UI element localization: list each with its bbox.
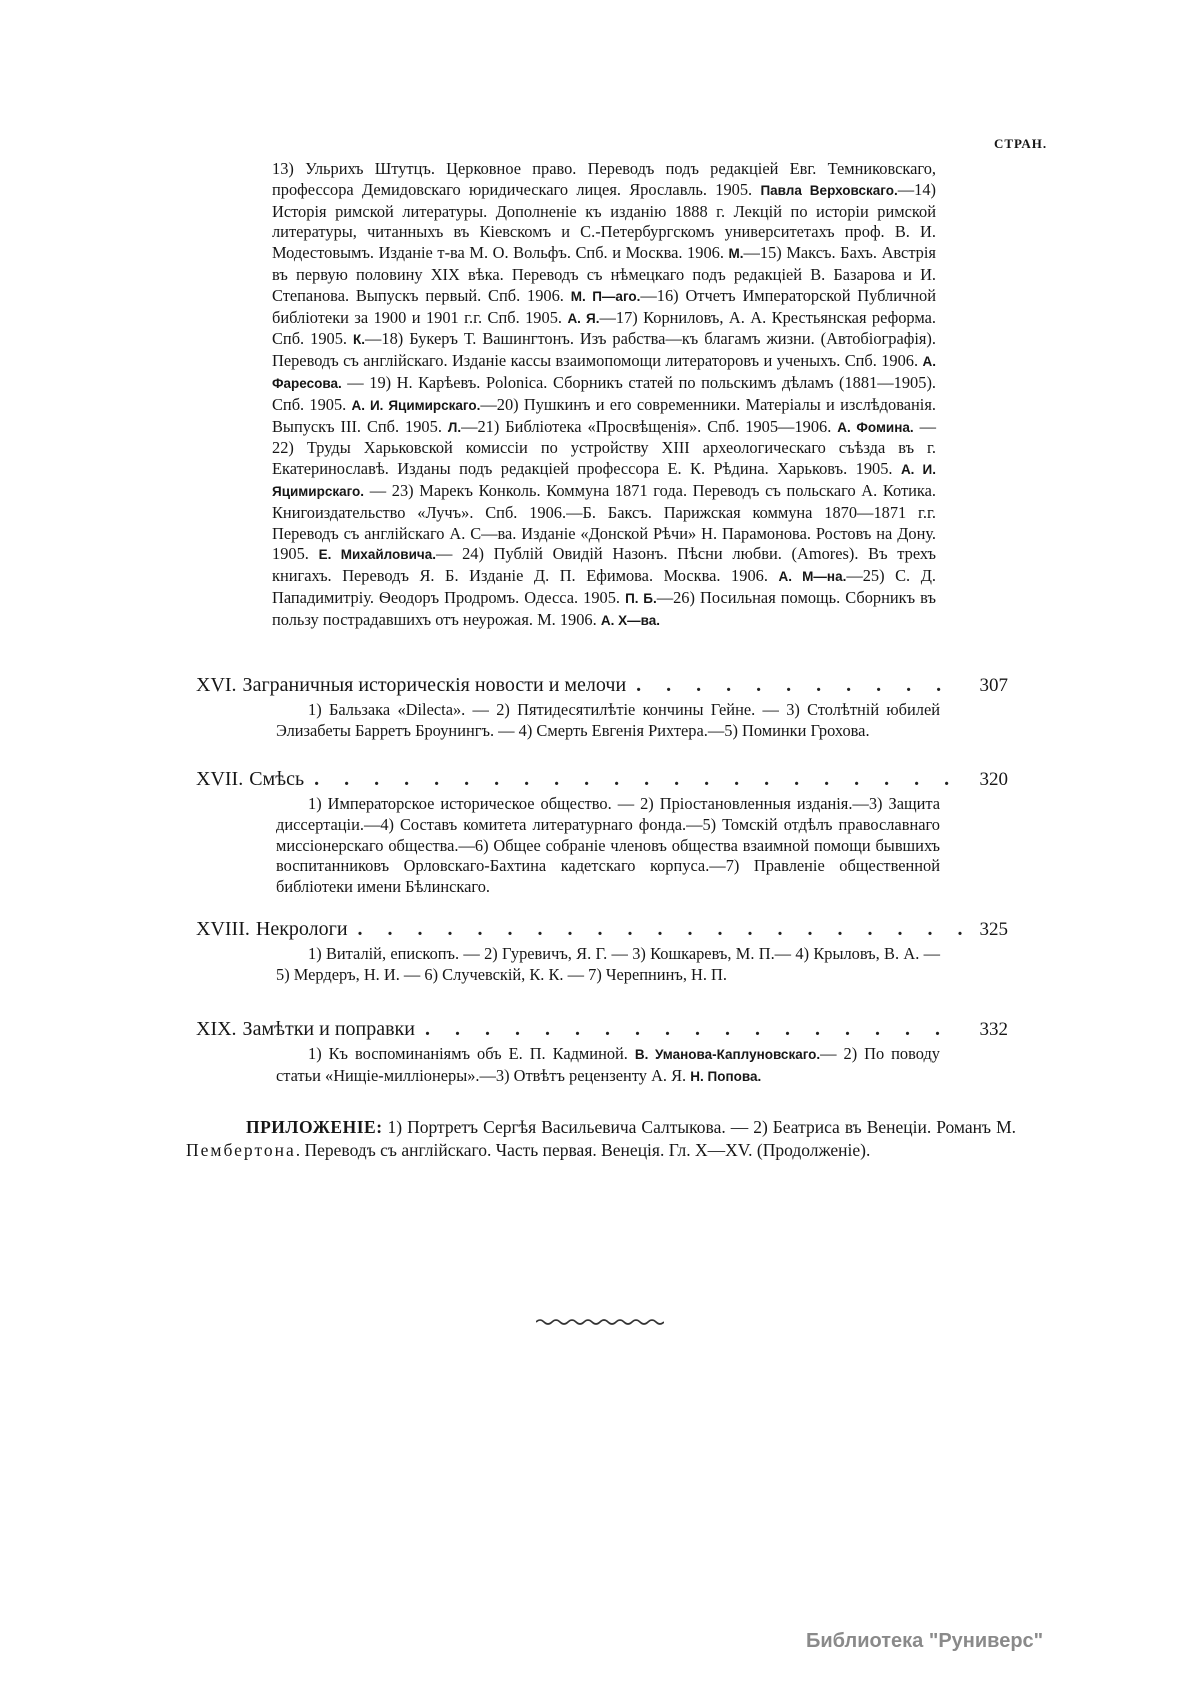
page-column-header: СТРАН. bbox=[994, 136, 1048, 151]
dot-leader bbox=[314, 767, 964, 791]
section-contents-part: — 2) По поводу статьи «Нищіе-милліонеры».—3) Отвѣтъ рецензенту А. Я. bbox=[276, 1044, 940, 1085]
review-signature: А. Я. bbox=[567, 310, 600, 326]
section-contents-part: 1) Къ воспоминаніямъ объ Е. П. Кадминой. bbox=[308, 1044, 628, 1063]
section-contents bbox=[276, 1044, 940, 1088]
toc-section-xvii bbox=[196, 767, 1008, 898]
review-signature: М. П—аго. bbox=[570, 288, 641, 304]
review-text: —15) Максъ. Бахъ. Австрія въ первую половину XIX вѣка. Переводъ съ нѣмецкаго подъ редакціей В. Базарова и И. Степанова. Выпускъ первый. Спб. 1906. bbox=[272, 243, 936, 305]
section-contents-text: 1) Бальзака «Dilecta». — 2) Пятидесятилѣтіе кончины Гейне. — 3) Столѣтній юбилей Элизабеты Барретъ Броунингъ. — 4) Смерть Евгенія Рихтера.—5) Поминки Грохова. bbox=[276, 700, 940, 740]
review-text: —26) Посильная помощь. Сборникъ въ пользу пострадавшихъ отъ неурожая. М. 1906. bbox=[272, 587, 936, 629]
toc-entry-heading bbox=[196, 1017, 1008, 1042]
toc-section-xvi bbox=[196, 673, 1008, 742]
toc-section-xviii bbox=[196, 917, 1008, 986]
section-title: Смѣсь bbox=[249, 768, 305, 790]
review-text: — 19) Н. Карѣевъ. Polonica. Сборникъ статей по польскимъ дѣламъ (1881—1905). Спб. 1905. bbox=[272, 372, 936, 414]
appendix-paragraph bbox=[186, 1116, 1016, 1161]
toc-entry-heading bbox=[196, 767, 1008, 792]
author-signature: Н. Попова. bbox=[690, 1068, 762, 1084]
review-text: —16) Отчетъ Императорской Публичной библіотеки за 1900 и 1901 г.г. Спб. 1905. bbox=[272, 285, 936, 327]
dot-leader bbox=[358, 917, 964, 941]
page-number: 332 bbox=[979, 1019, 1008, 1040]
appendix-text: 1) Портретъ Сергѣя Васильевича Салтыкова. — 2) Беатриса въ Венеціи. Романъ М. bbox=[382, 1117, 1016, 1137]
appendix-author: Пембертона bbox=[186, 1139, 296, 1160]
review-signature: Павла Верховскаго. bbox=[760, 182, 898, 198]
section-contents-text: 1) Виталій, епископъ. — 2) Гуревичъ, Я. Г. — 3) Кошкаревъ, М. П.— 4) Крыловъ, В. А. — 5) Мердеръ, Н. И. — 6) Случевскій, К. К. — 7) Черепнинъ, Н. П. bbox=[276, 944, 940, 984]
review-signature: А. М—на. bbox=[778, 569, 847, 585]
review-signature: А. Х—ва. bbox=[600, 612, 660, 628]
review-signature: К. bbox=[353, 332, 365, 348]
section-contents-text: 1) Императорское историческое общество. — 2) Пріостановленныя изданія.—3) Защита диссертаціи.—4) Составъ комитета литературнаго фонда.—5) Томскій отдѣлъ православнаго миссіонерскаго общества.—6) Общее собраніе членовъ общества взаимной помощи бывшихъ воспитанниковъ Орловскаго-Бахтина кадетскаго корпуса.—7) Правленіе общественной библіотеки имени Бѣлинскаго. bbox=[276, 794, 940, 897]
section-contents bbox=[276, 700, 940, 742]
review-text: —21) Библіотека «Просвѣщенія». Спб. 1905—1906. bbox=[461, 416, 832, 436]
page-number: 320 bbox=[979, 769, 1008, 790]
review-text: —18) Букеръ Т. Вашингтонъ. Изъ рабства—къ благамъ жизни. (Автобіографія). Переводъ съ англійскаго. Изданіе кассы взаимопомощи литераторовъ и ученыхъ. Спб. 1906. bbox=[272, 329, 936, 371]
review-signature: А. Фомина. bbox=[837, 419, 914, 435]
review-signature: А. И. Яцимирскаго. bbox=[351, 397, 481, 413]
toc-entry-heading bbox=[196, 673, 1008, 698]
review-text: — 24) Публій Овидій Назонъ. Пѣсни любви. (Amores). Въ трехъ книгахъ. Переводъ Я. Б. Изданіе Д. П. Ефимова. Москва. 1906. bbox=[272, 544, 936, 586]
review-text: —25) С. Д. Пападимитріу. Ѳеодоръ Продромъ. Одесса. 1905. bbox=[272, 566, 936, 607]
toc-entry-heading bbox=[196, 917, 1008, 942]
toc-section-xix bbox=[196, 1017, 1008, 1088]
review-text: — 23) Марекъ Конколь. Коммуна 1871 года. Переводъ съ польскаго А. Котика. Книгоиздательство «Лучъ». Спб. 1906.—Б. Баксъ. Парижская коммуна 1870—1871 г.г. Переводъ съ англійскаго А. С—ва. Изданіе «Донской Рѣчи» Н. Парамонова. Ростовъ на Дону. 1905. bbox=[272, 480, 936, 564]
review-signature: А. Фаресова. bbox=[272, 354, 936, 391]
dot-leader bbox=[636, 673, 964, 697]
review-signature: А. И. Яцимирскаго. bbox=[272, 462, 936, 499]
section-title: Некрологи bbox=[255, 918, 348, 940]
appendix-label: ПРИЛОЖЕНІЕ: bbox=[246, 1117, 383, 1137]
section-title: Замѣтки и поправки bbox=[242, 1018, 415, 1040]
section-number: XVIII. bbox=[196, 918, 250, 940]
author-signature: В. Уманова-Каплуновскаго. bbox=[634, 1047, 821, 1062]
section-number: XVII. bbox=[196, 768, 244, 790]
wavy-divider-ornament bbox=[536, 1316, 664, 1328]
page-number: 325 bbox=[979, 919, 1008, 940]
review-text: —17) Корниловъ, А. А. Крестьянская реформа. Спб. 1905. bbox=[272, 307, 936, 349]
section-title: Заграничныя историческія новости и мелочи bbox=[242, 674, 627, 696]
review-signature: Л. bbox=[447, 419, 462, 435]
section-contents-text bbox=[276, 1044, 940, 1088]
section-number: XVI. bbox=[196, 674, 237, 696]
review-text: 13) Ульрихъ Штутцъ. Церковное право. Переводъ подъ редакціей Евг. Темниковскаго, профессора Демидовскаго юридическаго лицея. Ярославль. 1905. bbox=[272, 159, 936, 199]
review-text: — 22) Труды Харьковской комиссіи по устройству XIII археологическаго съѣзда въ г. Екатеринославѣ. Изданы подъ редакціей профессора Е. К. Рѣдина. Харьковъ. 1905. bbox=[272, 416, 936, 479]
appendix-text: . Переводъ съ англійскаго. Часть первая. Венеція. Гл. X—XV. (Продолженіе). bbox=[295, 1139, 871, 1160]
review-signature: П. Б. bbox=[625, 590, 657, 606]
reviews-continuation-paragraph bbox=[272, 159, 936, 632]
library-watermark: Библиотека "Руниверс" bbox=[806, 1630, 1044, 1652]
review-signature: Е. Михайловича. bbox=[318, 547, 436, 563]
section-contents bbox=[276, 944, 940, 986]
review-text: —14) Исторія римской литературы. Дополненіе къ изданію 1888 г. Лекцій по исторіи римской литературы, читанныхъ въ Кіевскомъ и С.-Петербургскомъ университетахъ проф. В. И. Модестовымъ. Изданіе т-ва М. О. Вольфъ. Спб. и Москва. 1906. bbox=[272, 179, 936, 263]
section-contents bbox=[276, 794, 940, 898]
section-number: XIX. bbox=[196, 1018, 237, 1040]
review-signature: М. bbox=[728, 246, 744, 262]
dot-leader bbox=[425, 1017, 964, 1041]
page-number: 307 bbox=[979, 675, 1008, 696]
review-text: —20) Пушкинъ и его современники. Матеріалы и изслѣдованія. Выпускъ III. Спб. 1905. bbox=[272, 394, 936, 436]
